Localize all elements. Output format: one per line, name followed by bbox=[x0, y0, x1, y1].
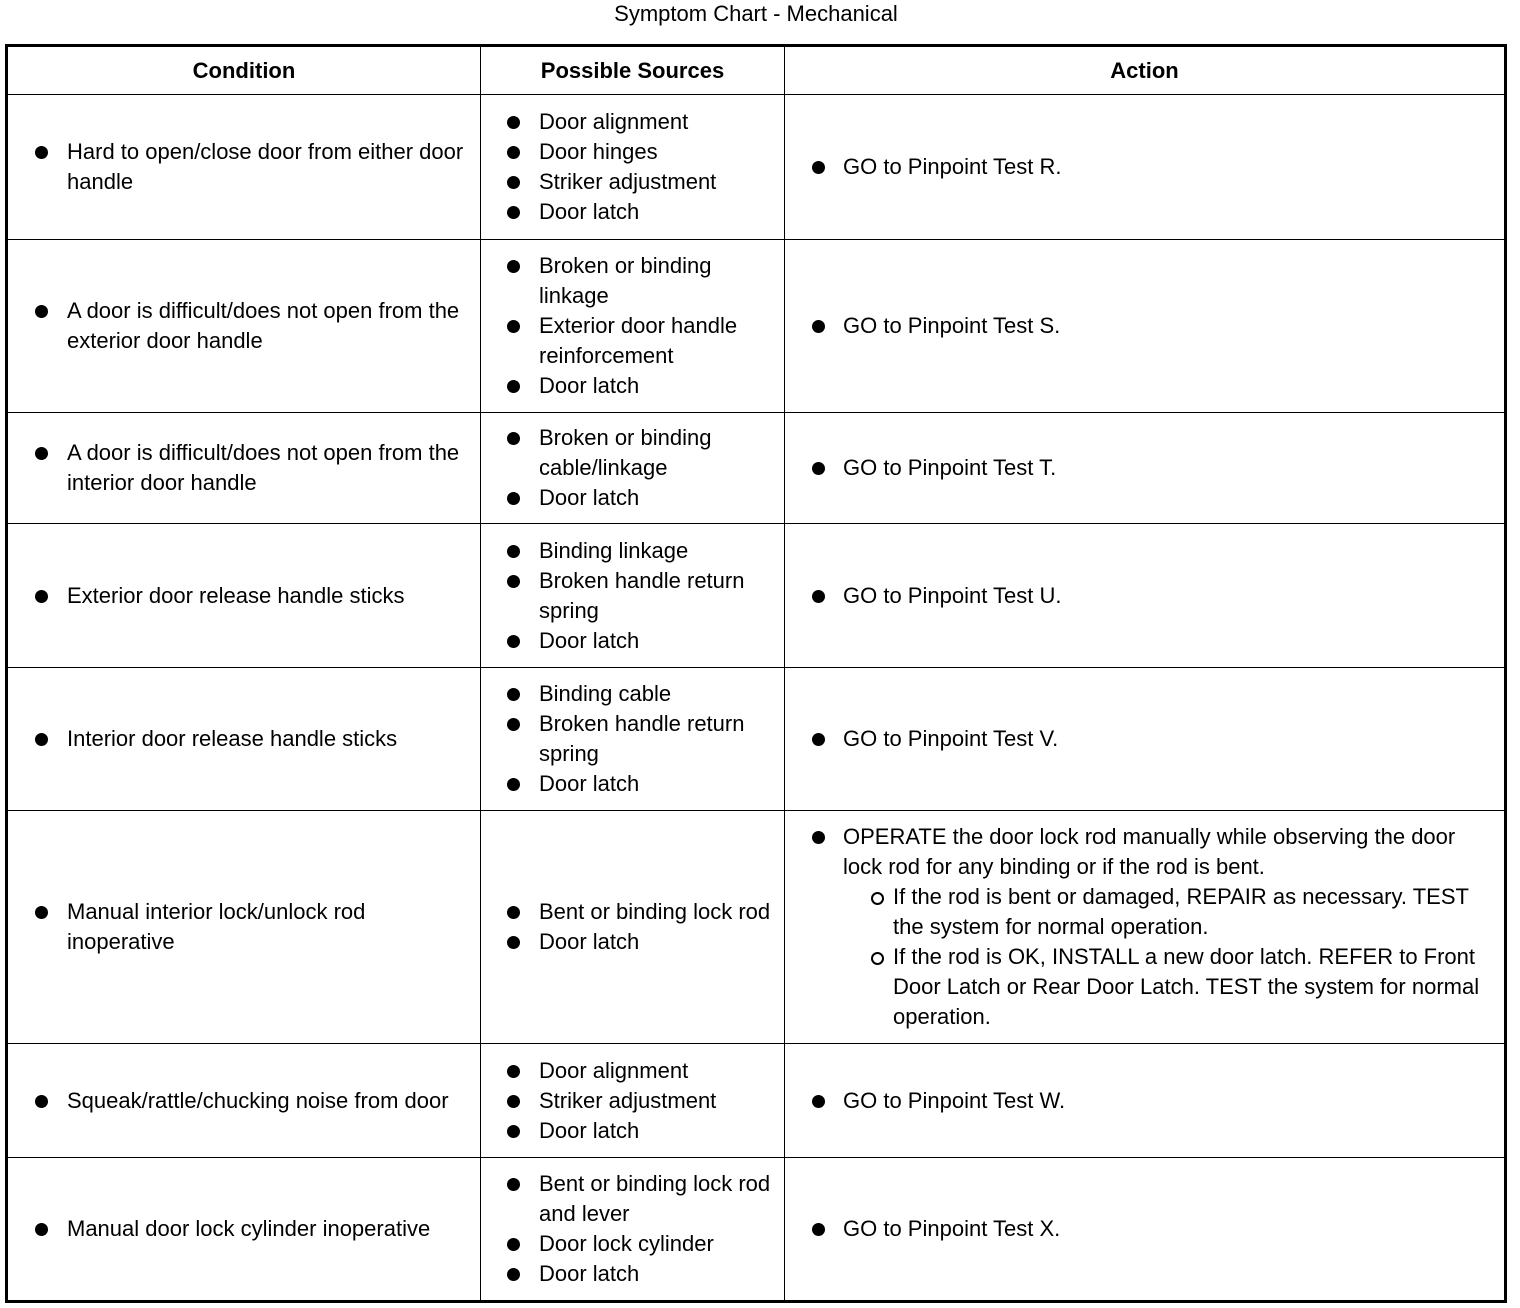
sources-cell bbox=[481, 668, 785, 811]
condition-cell bbox=[7, 413, 481, 524]
sources-cell bbox=[481, 240, 785, 413]
source-item: Door latch bbox=[481, 1259, 784, 1289]
action-item bbox=[785, 581, 1504, 611]
source-item: Door latch bbox=[481, 1116, 784, 1146]
source-item: Striker adjustment bbox=[481, 167, 784, 197]
header-condition: Condition bbox=[7, 46, 481, 95]
source-item: Broken handle return spring bbox=[481, 566, 784, 626]
source-item: Door latch bbox=[481, 626, 784, 656]
source-item: Door lock cylinder bbox=[481, 1229, 784, 1259]
sub-list bbox=[843, 882, 1496, 1032]
header-sources: Possible Sources bbox=[481, 46, 785, 95]
action-item bbox=[785, 724, 1504, 754]
source-item: Door alignment bbox=[481, 107, 784, 137]
condition-text: A door is difficult/does not open from the exterior door handle bbox=[8, 296, 480, 356]
sources-cell bbox=[481, 1044, 785, 1158]
condition-text: Interior door release handle sticks bbox=[8, 724, 480, 754]
condition-cell bbox=[7, 524, 481, 668]
action-text: GO to Pinpoint Test X. bbox=[843, 1216, 1061, 1241]
header-row bbox=[7, 46, 1506, 95]
table-row bbox=[7, 1158, 1506, 1302]
action-text: OPERATE the door lock rod manually while observing the door lock rod for any binding or if the rod is bent. bbox=[843, 824, 1456, 879]
source-item: Door hinges bbox=[481, 137, 784, 167]
sources-cell bbox=[481, 413, 785, 524]
table-row bbox=[7, 413, 1506, 524]
action-item bbox=[785, 1086, 1504, 1116]
action-text: GO to Pinpoint Test S. bbox=[843, 313, 1061, 338]
condition-cell bbox=[7, 1158, 481, 1302]
sources-cell bbox=[481, 95, 785, 240]
table-row bbox=[7, 668, 1506, 811]
symptom-table bbox=[5, 44, 1507, 1303]
action-text: GO to Pinpoint Test V. bbox=[843, 726, 1059, 751]
source-item: Door latch bbox=[481, 371, 784, 401]
action-cell bbox=[785, 668, 1506, 811]
chart-title: Symptom Chart - Mechanical bbox=[614, 1, 898, 26]
table-row bbox=[7, 1044, 1506, 1158]
action-text: GO to Pinpoint Test U. bbox=[843, 582, 1062, 608]
source-item: Door alignment bbox=[481, 1056, 784, 1086]
sources-cell bbox=[481, 1158, 785, 1302]
source-item: Bent or binding lock rod bbox=[481, 897, 784, 927]
source-item: Bent or binding lock rod and lever bbox=[481, 1169, 784, 1229]
sub-item: If the rod is OK, INSTALL a new door latch. REFER to Front Door Latch or Rear Door Latch. TEST the system for normal operation. bbox=[843, 942, 1496, 1032]
sources-cell bbox=[481, 524, 785, 668]
action-text: GO to Pinpoint Test R. bbox=[843, 154, 1062, 179]
action-cell bbox=[785, 524, 1506, 668]
table-row bbox=[7, 240, 1506, 413]
condition-cell bbox=[7, 668, 481, 811]
condition-text: Hard to open/close door from either door handle bbox=[8, 137, 480, 197]
source-item: Broken or binding cable/linkage bbox=[481, 423, 784, 483]
sub-item: If the rod is bent or damaged, REPAIR as necessary. TEST the system for normal operation. bbox=[843, 882, 1496, 942]
table-row bbox=[7, 95, 1506, 240]
action-cell bbox=[785, 240, 1506, 413]
action-cell bbox=[785, 811, 1506, 1044]
source-item: Door latch bbox=[481, 197, 784, 227]
condition-text: Manual interior lock/unlock rod inoperative bbox=[8, 897, 480, 957]
source-item: Door latch bbox=[481, 927, 784, 957]
action-item bbox=[785, 453, 1504, 483]
action-item bbox=[785, 822, 1504, 1032]
action-cell bbox=[785, 1044, 1506, 1158]
condition-cell bbox=[7, 240, 481, 413]
source-item: Striker adjustment bbox=[481, 1086, 784, 1116]
source-item: Binding linkage bbox=[481, 536, 784, 566]
condition-text: A door is difficult/does not open from the interior door handle bbox=[8, 438, 480, 498]
condition-cell bbox=[7, 1044, 481, 1158]
condition-text: Manual door lock cylinder inoperative bbox=[8, 1214, 480, 1244]
action-cell bbox=[785, 1158, 1506, 1302]
action-item bbox=[785, 152, 1504, 182]
action-text: GO to Pinpoint Test W. bbox=[843, 1087, 1066, 1113]
action-item bbox=[785, 1214, 1504, 1244]
condition-cell bbox=[7, 95, 481, 240]
sources-cell bbox=[481, 811, 785, 1044]
condition-cell bbox=[7, 811, 481, 1044]
action-item bbox=[785, 311, 1504, 341]
condition-text: Exterior door release handle sticks bbox=[8, 581, 480, 611]
action-cell bbox=[785, 413, 1506, 524]
action-cell bbox=[785, 95, 1506, 240]
action-text: GO to Pinpoint Test T. bbox=[843, 455, 1057, 480]
source-item: Broken handle return spring bbox=[481, 709, 784, 769]
table-row bbox=[7, 524, 1506, 668]
table-row bbox=[7, 811, 1506, 1044]
source-item: Broken or binding linkage bbox=[481, 251, 784, 311]
source-item: Binding cable bbox=[481, 679, 784, 709]
source-item: Exterior door handle reinforcement bbox=[481, 311, 784, 371]
source-item: Door latch bbox=[481, 483, 784, 513]
condition-text: Squeak/rattle/chucking noise from door bbox=[8, 1086, 480, 1116]
header-action: Action bbox=[785, 46, 1506, 95]
source-item: Door latch bbox=[481, 769, 784, 799]
